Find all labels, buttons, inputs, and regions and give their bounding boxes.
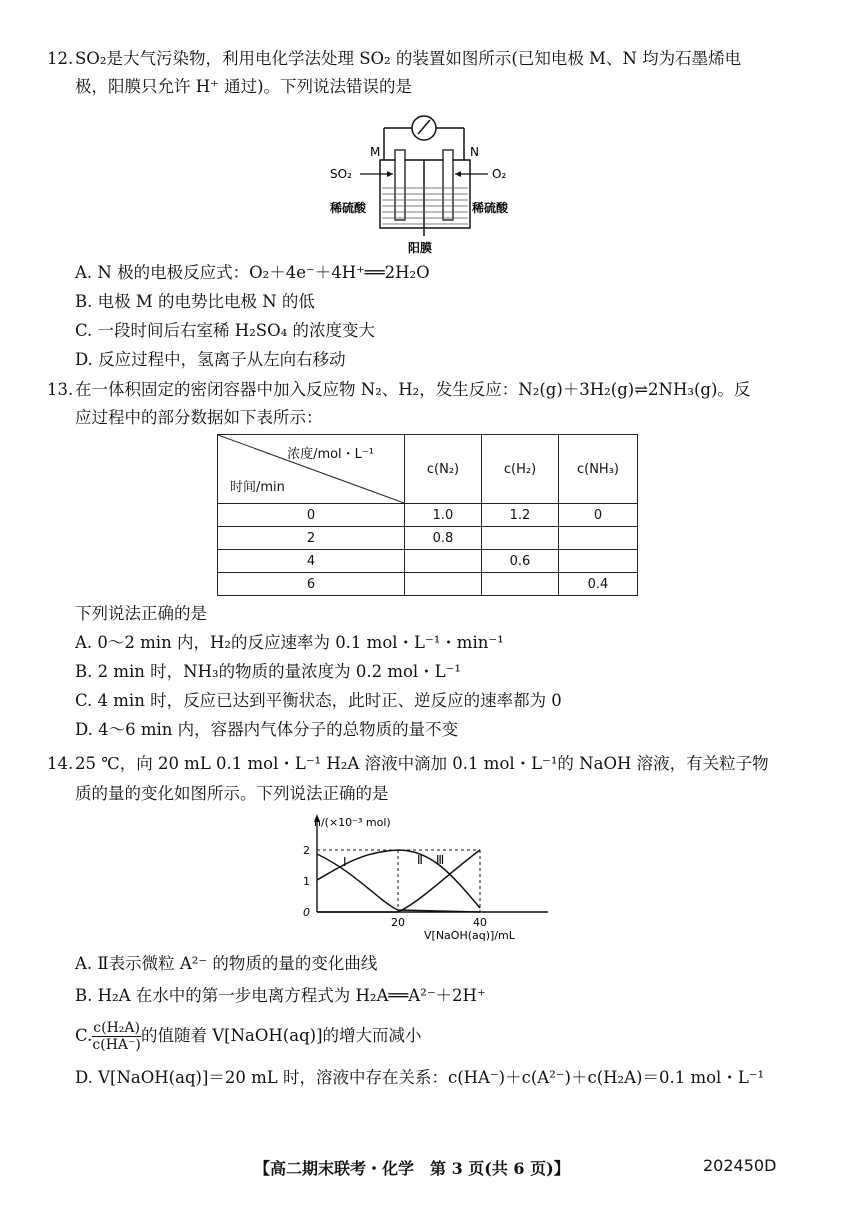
table-cell	[405, 550, 482, 573]
electrode-m-label: M	[370, 145, 381, 159]
fraction-denominator: c(HA⁻)	[92, 1037, 141, 1053]
concentration-unit-header: 浓度/mol・L⁻¹	[287, 447, 374, 462]
table-cell	[482, 573, 559, 596]
q14-option-c	[75, 1020, 422, 1053]
question-12-stem-line2: 极，阳膜只允许 H⁺ 通过)。下列说法错误的是	[75, 77, 413, 96]
q12-option-b: B. 电极 M 的电势比电极 N 的低	[75, 292, 315, 311]
table-cell: 0.8	[405, 527, 482, 550]
table-cell: 0	[218, 504, 405, 527]
electrolysis-cell-figure	[330, 108, 520, 258]
table-row	[218, 573, 638, 596]
table-cell: 1.2	[482, 504, 559, 527]
table-cell: 0	[559, 504, 638, 527]
fraction-numerator: c(H₂A)	[93, 1020, 140, 1036]
table-cell	[482, 527, 559, 550]
table-row	[218, 527, 638, 550]
q14-option-c-prefix: C.	[75, 1026, 93, 1045]
table-diagonal-header	[218, 435, 404, 503]
header-c-h2: c(H₂)	[482, 435, 559, 504]
so2-inlet-label: SO₂	[330, 167, 352, 181]
q13-option-b: B. 2 min 时，NH₃的物质的量浓度为 0.2 mol・L⁻¹	[75, 662, 461, 681]
header-c-nh3: c(NH₃)	[559, 435, 638, 504]
page-footer-code: 202450D	[703, 1156, 777, 1175]
ratio-fraction	[92, 1020, 141, 1053]
table-row	[218, 504, 638, 527]
q13-prompt: 下列说法正确的是	[75, 604, 207, 623]
graph-y-axis-label: n/(×10⁻³ mol)	[314, 816, 391, 829]
table-cell: 0.6	[482, 550, 559, 573]
q13-option-c: C. 4 min 时，反应已达到平衡状态，此时正、逆反应的速率都为 0	[75, 691, 562, 710]
question-12-number: 12.	[47, 49, 74, 68]
concentration-table	[217, 434, 638, 596]
right-acid-label: 稀硫酸	[472, 201, 509, 215]
table-row	[218, 550, 638, 573]
question-14-number: 14.	[47, 754, 74, 773]
q13-option-a: A. 0～2 min 内，H₂的反应速率为 0.1 mol・L⁻¹・min⁻¹	[75, 633, 504, 652]
q12-option-d: D. 反应过程中，氢离子从左向右移动	[75, 350, 346, 369]
question-13-stem-line2: 应过程中的部分数据如下表所示：	[75, 408, 323, 427]
curve-label-2: Ⅱ	[417, 853, 423, 867]
q14-option-a: A. Ⅱ表示微粒 A²⁻ 的物质的量的变化曲线	[75, 954, 378, 973]
q12-option-c: C. 一段时间后右室稀 H₂SO₄ 的浓度变大	[75, 321, 375, 340]
time-unit-header: 时间/min	[230, 480, 285, 495]
table-cell	[405, 573, 482, 596]
question-14-stem-line1: 25 ℃，向 20 mL 0.1 mol・L⁻¹ H₂A 溶液中滴加 0.1 mol・L⁻¹的 NaOH 溶液，有关粒子物	[75, 754, 769, 773]
graph-y-tick-0: 0	[303, 906, 310, 919]
mole-variation-graph	[300, 812, 560, 942]
question-12-stem-line1: SO₂是大气污染物，利用电化学法处理 SO₂ 的装置如图所示(已知电极 M、N 均为石墨烯电	[75, 49, 742, 68]
question-13-stem-line1: 在一体积固定的密闭容器中加入反应物 N₂、H₂，发生反应：N₂(g)＋3H₂(g)⇌2NH₃(g)。反	[75, 380, 751, 399]
table-cell: 6	[218, 573, 405, 596]
curve-label-3: Ⅲ	[436, 853, 445, 867]
graph-y-tick-2: 2	[303, 844, 310, 857]
o2-inlet-label: O₂	[492, 167, 507, 181]
question-14-stem-line2: 质的量的变化如图所示。下列说法正确的是	[75, 784, 389, 803]
graph-y-tick-1: 1	[303, 875, 310, 888]
q12-option-a: A. N 极的电极反应式：O₂＋4e⁻＋4H⁺══2H₂O	[75, 263, 430, 282]
q14-option-c-suffix: 的值随着 V[NaOH(aq)]的增大而减小	[141, 1026, 422, 1045]
question-13-number: 13.	[47, 380, 74, 399]
graph-x-axis-label: V[NaOH(aq)]/mL	[424, 929, 515, 942]
electrode-n-label: N	[470, 145, 479, 159]
page-footer-title: 【高二期末联考・化学 第 3 页(共 6 页)】	[254, 1159, 570, 1178]
table-cell: 1.0	[405, 504, 482, 527]
graph-x-tick-20: 20	[391, 916, 405, 929]
left-acid-label: 稀硫酸	[330, 201, 367, 215]
curve-label-1: Ⅰ	[343, 855, 347, 869]
header-c-n2: c(N₂)	[405, 435, 482, 504]
table-cell: 4	[218, 550, 405, 573]
table-cell: 2	[218, 527, 405, 550]
graph-x-tick-40: 40	[473, 916, 487, 929]
q14-option-b: B. H₂A 在水中的第一步电离方程式为 H₂A══A²⁻＋2H⁺	[75, 986, 486, 1005]
q13-option-d: D. 4～6 min 内，容器内气体分子的总物质的量不变	[75, 720, 459, 739]
membrane-label: 阳膜	[408, 241, 433, 255]
table-cell	[559, 527, 638, 550]
q14-option-d: D. V[NaOH(aq)]＝20 mL 时，溶液中存在关系：c(HA⁻)＋c(A²⁻)＋c(H₂A)＝0.1 mol・L⁻¹	[75, 1068, 765, 1087]
table-cell	[559, 550, 638, 573]
table-cell: 0.4	[559, 573, 638, 596]
